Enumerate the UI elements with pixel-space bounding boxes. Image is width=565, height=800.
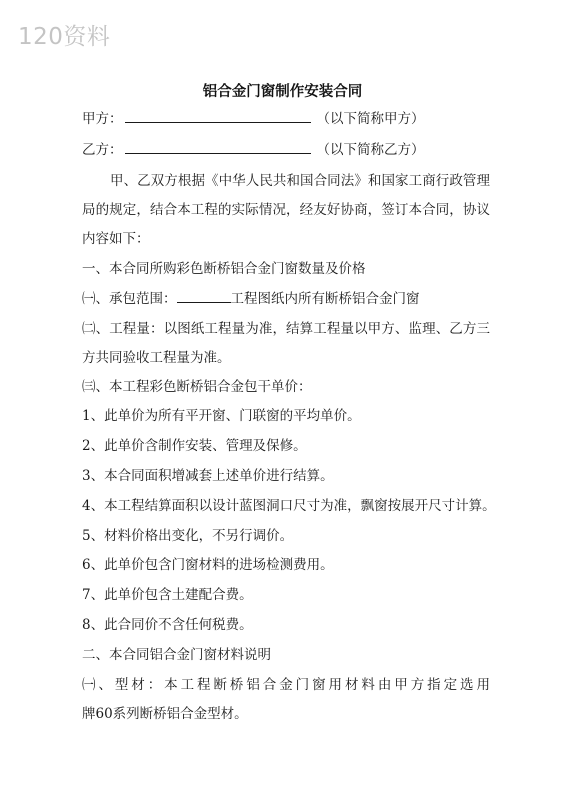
price-item: 1、此单价为所有平开窗、门联窗的平均单价。 <box>82 408 361 424</box>
price-heading: ㈢、本工程彩色断桥铝合金包干单价： <box>82 379 312 395</box>
price-item: 3、本合同面积增减套上述单价进行结算。 <box>82 468 334 484</box>
document-title: 铝合金门窗制作安装合同 <box>202 84 363 100</box>
quantity-line-1: ㈡、工程量：以图纸工程量为准，结算工程量以甲方、监理、乙方三 <box>82 321 490 337</box>
profile-line-2: 牌60系列断桥铝合金型材。 <box>82 706 248 722</box>
price-item: 7、此单价包含土建配合费。 <box>82 587 253 603</box>
party-a-line <box>82 110 425 128</box>
section-2-heading: 二、本合同铝合金门窗材料说明 <box>82 647 271 663</box>
price-item: 6、此单价包含门窗材料的进场检测费用。 <box>82 557 334 573</box>
intro-line-1: 甲、乙双方根据《中华人民共和国合同法》和国家工商行政管理 <box>110 173 490 189</box>
party-b-line <box>82 141 425 159</box>
party-b-note: （以下简称乙方） <box>316 142 425 158</box>
intro-line-3: 内容如下： <box>82 231 150 247</box>
intro-line-2: 局的规定，结合本工程的实际情况，经友好协商，签订本合同，协议 <box>82 202 490 218</box>
price-item: 2、此单价含制作安装、管理及保修。 <box>82 438 307 454</box>
scope-blank <box>177 291 231 303</box>
party-b-blank <box>125 142 311 154</box>
party-a-label: 甲方： <box>82 111 123 127</box>
price-item: 5、材料价格出变化，不另行调价。 <box>82 528 294 544</box>
profile-line-1: ㈠、型材：本工程断桥铝合金门窗用材料由甲方指定选用 <box>82 677 490 693</box>
section-1-heading: 一、本合同所购彩色断桥铝合金门窗数量及价格 <box>82 261 366 277</box>
quantity-line-2: 方共同验收工程量为准。 <box>82 350 231 366</box>
party-b-label: 乙方： <box>82 142 123 158</box>
scope-line <box>82 290 420 308</box>
scope-suffix: 工程图纸内所有断桥铝合金门窗 <box>230 291 420 307</box>
party-a-blank <box>125 111 311 123</box>
price-item: 8、此合同价不含任何税费。 <box>82 617 253 633</box>
scope-prefix: ㈠、承包范围： <box>82 291 177 307</box>
party-a-note: （以下简称甲方） <box>316 111 425 127</box>
price-item: 4、本工程结算面积以设计蓝图洞口尺寸为准，飘窗按展开尺寸计算。 <box>82 498 496 514</box>
watermark-logo: 120资料 <box>18 24 111 50</box>
